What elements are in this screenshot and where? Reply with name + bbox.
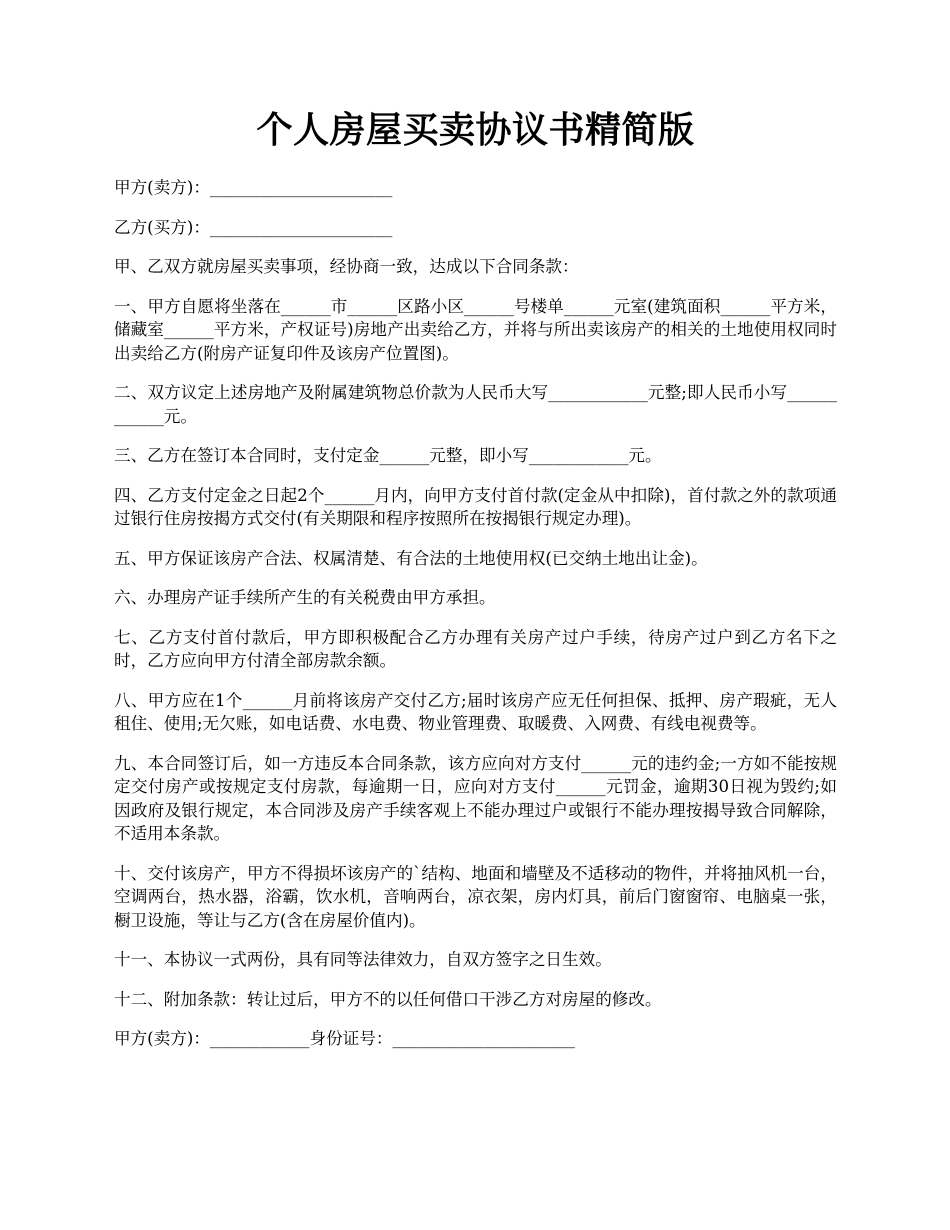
clause-7: 七、乙方支付首付款后，甲方即积极配合乙方办理有关房产过户手续，待房产过户到乙方名下之时，乙方应向甲方付清全部房款余额。 (114, 627, 837, 670)
clause-5: 五、甲方保证该房产合法、权属清楚、有合法的土地使用权(已交纳土地出让金)。 (114, 548, 708, 568)
clause-6: 六、办理房产证手续所产生的有关税费由甲方承担。 (114, 588, 496, 607)
clause-8: 八、甲方应在1个______月前将该房产交付乙方;届时该房产应无任何担保、抵押、房产瑕疵，无人租住、使用;无欠账，如电话费、水电费、物业管理费、取暖费、入网费、有线电视费等。 (114, 690, 837, 733)
clause-4: 四、乙方支付定金之日起2个______月内，向甲方支付首付款(定金从中扣除)，首付款之外的款项通过银行住房按揭方式交付(有关期限和程序按照所在按揭银行规定办理)。 (114, 485, 837, 528)
clause-1: 一、甲方自愿将坐落在______市______区路小区______号楼单______元室(建筑面积______平方米，储藏室______平方米，产权证号)房地产出卖给乙方，并将与所出卖该房产的相关的土地使用权同时出卖给乙方(附房产证复印件及该房产位置图)。 (114, 296, 837, 363)
document-title: 个人房屋买卖协议书精简版 (256, 109, 695, 151)
party-a-seller-line: 甲方(卖方)：______________________ (114, 178, 393, 197)
party-b-buyer-line: 乙方(买方)：______________________ (114, 217, 393, 237)
clause-10: 十、交付该房产，甲方不得损坏该房产的`结构、地面和墙壁及不适移动的物件，并将抽风机一台，空调两台，热水器，浴霸，饮水机，音响两台，凉衣架，房内灯具，前后门窗窗帘、电脑桌一张，橱卫设施，等让与乙方(含在房屋价值内)。 (114, 863, 837, 930)
clause-11: 十一、本协议一式两份，具有同等法律效力，自双方签字之日生效。 (114, 950, 612, 969)
clause-2: 二、双方议定上述房地产及附属建筑物总价款为人民币大写____________元整;即人民币小写____________元。 (114, 383, 837, 426)
clause-12: 十二、附加条款：转让过后，甲方不的以任何借口干涉乙方对房屋的修改。 (114, 989, 662, 1009)
signature-line-party-a: 甲方(卖方)：____________身份证号：______________________ (114, 1029, 575, 1048)
clause-3: 三、乙方在签订本合同时，支付定金______元整，即小写____________元。 (114, 446, 662, 465)
clause-9: 九、本合同签订后，如一方违反本合同条款，该方应向对方支付______元的违约金;一方如不能按规定交付房产或按规定支付房款，每逾期一日，应向对方支付______元罚金，逾期30日视为毁约;如因政府及银行规定，本合同涉及房产手续客观上不能办理过户或银行不能办理按揭导致合同解除，不适用本条款。 (114, 753, 837, 843)
agreement-intro: 甲、乙双方就房屋买卖事项，经协商一致，达成以下合同条款： (114, 257, 579, 276)
